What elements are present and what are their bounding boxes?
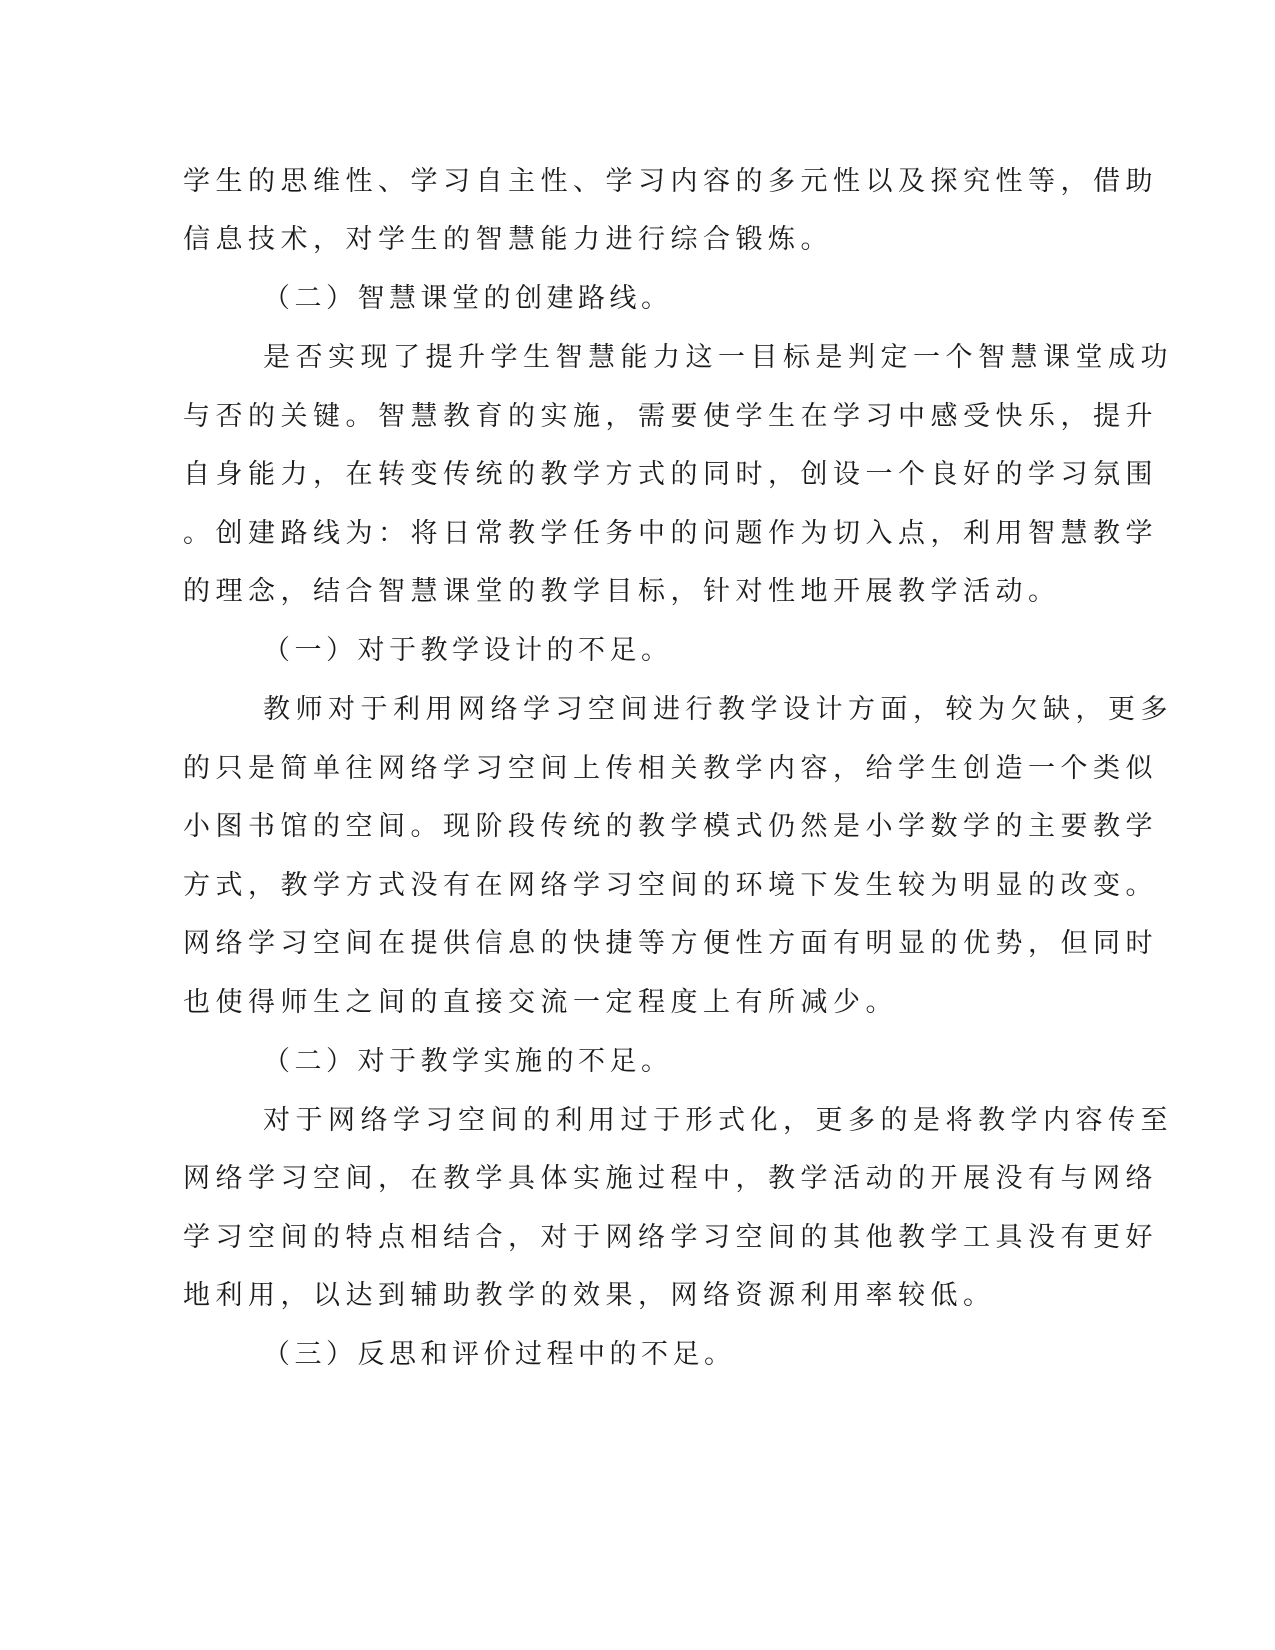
paragraph-line: 的理念，结合智慧课堂的教学目标，针对性地开展教学活动。 bbox=[183, 576, 1061, 607]
paragraph-line: 方式，教学方式没有在网络学习空间的环境下发生较为明显的改变。 bbox=[183, 870, 1158, 901]
paragraph-line: 与否的关键。智慧教育的实施，需要使学生在学习中感受快乐，提升 bbox=[183, 401, 1158, 432]
paragraph-line: 对于网络学习空间的利用过于形式化，更多的是将教学内容传至 bbox=[263, 1105, 1173, 1136]
paragraph-line: 学生的思维性、学习自主性、学习内容的多元性以及探究性等，借助 bbox=[183, 166, 1158, 197]
paragraph-line: 。创建路线为：将日常教学任务中的问题作为切入点，利用智慧教学 bbox=[183, 518, 1158, 549]
paragraph-line: 教师对于利用网络学习空间进行教学设计方面，较为欠缺，更多 bbox=[263, 694, 1173, 725]
paragraph-line: 网络学习空间在提供信息的快捷等方便性方面有明显的优势，但同时 bbox=[183, 928, 1158, 959]
paragraph-line: 信息技术，对学生的智慧能力进行综合锻炼。 bbox=[183, 224, 833, 255]
paragraph-line: 学习空间的特点相结合，对于网络学习空间的其他教学工具没有更好 bbox=[183, 1222, 1158, 1253]
section-heading: （二）对于教学实施的不足。 bbox=[263, 1046, 673, 1077]
section-heading: （一）对于教学设计的不足。 bbox=[263, 635, 673, 666]
paragraph-line: 自身能力，在转变传统的教学方式的同时，创设一个良好的学习氛围 bbox=[183, 459, 1158, 490]
paragraph-line: 网络学习空间，在教学具体实施过程中，教学活动的开展没有与网络 bbox=[183, 1163, 1158, 1194]
paragraph-line: 小图书馆的空间。现阶段传统的教学模式仍然是小学数学的主要教学 bbox=[183, 811, 1158, 842]
section-heading: （二）智慧课堂的创建路线。 bbox=[263, 283, 673, 314]
section-heading: （三）反思和评价过程中的不足。 bbox=[263, 1339, 736, 1370]
paragraph-line: 也使得师生之间的直接交流一定程度上有所减少。 bbox=[183, 987, 898, 1018]
paragraph-line: 地利用，以达到辅助教学的效果，网络资源利用率较低。 bbox=[183, 1280, 996, 1311]
paragraph-line: 的只是简单往网络学习空间上传相关教学内容，给学生创造一个类似 bbox=[183, 753, 1158, 784]
paragraph-line: 是否实现了提升学生智慧能力这一目标是判定一个智慧课堂成功 bbox=[263, 342, 1173, 373]
